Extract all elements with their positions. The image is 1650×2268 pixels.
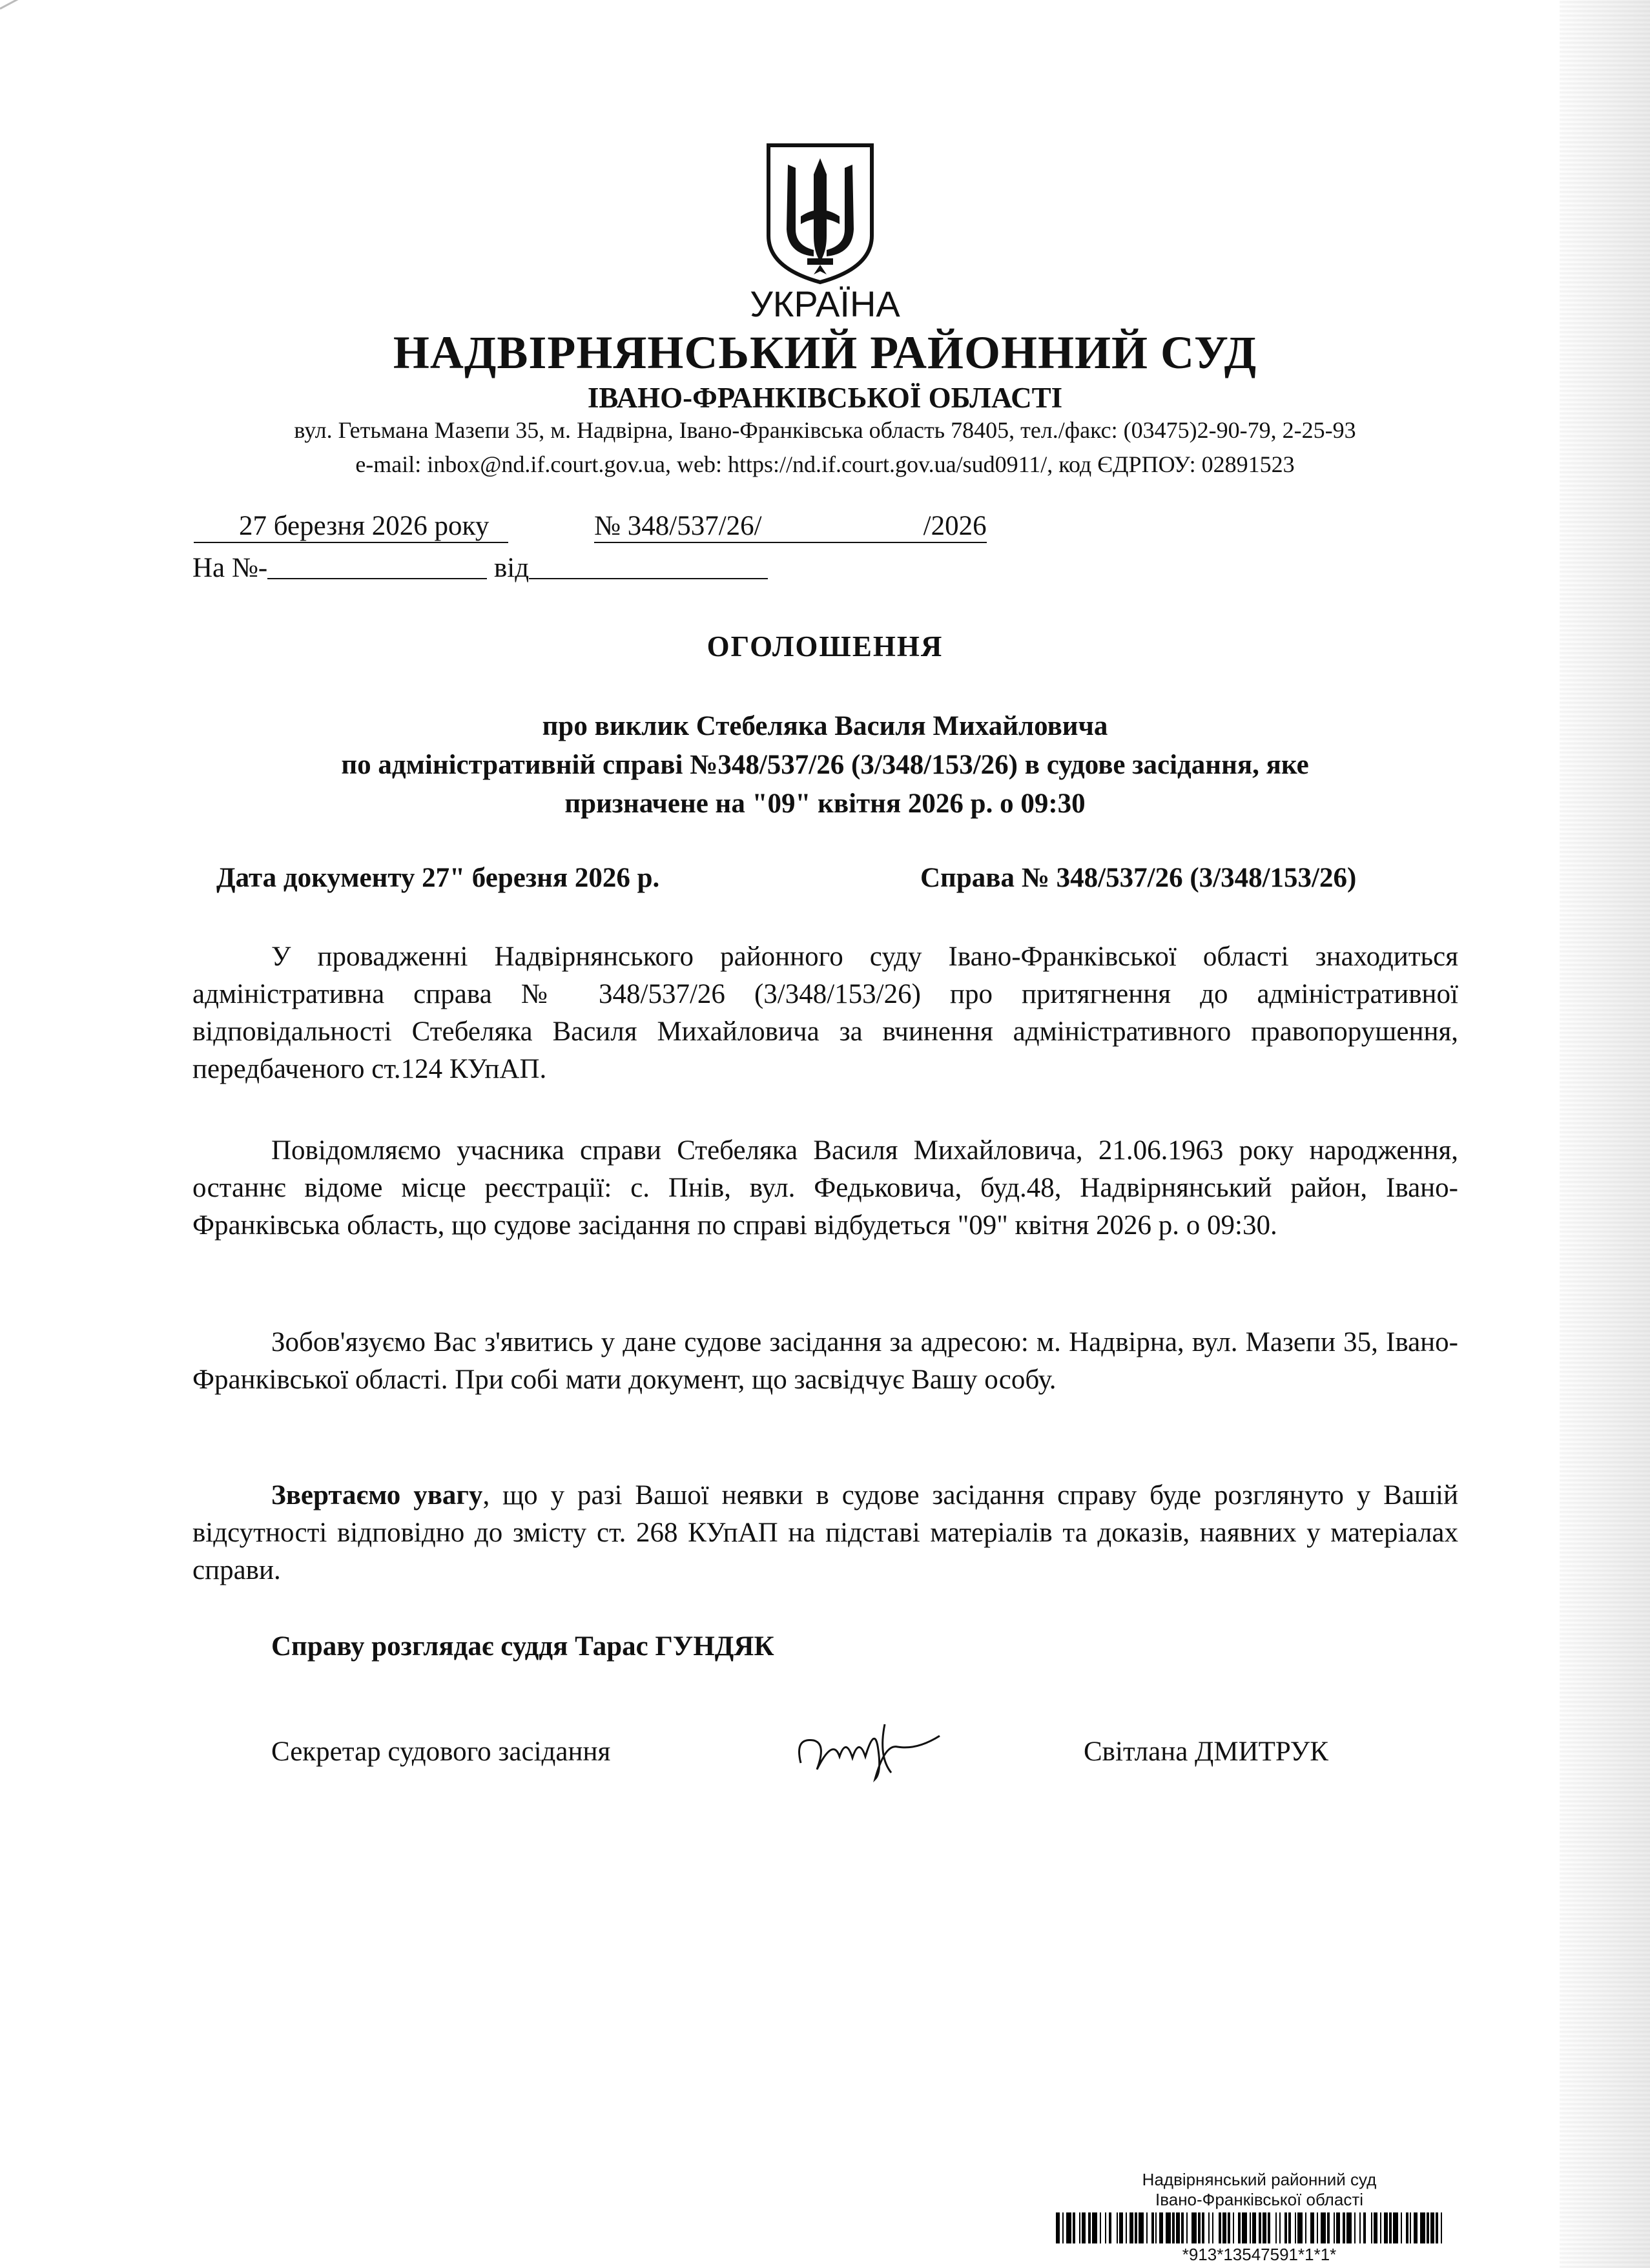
reply-label: На №-	[192, 553, 268, 583]
barcode-bar	[1321, 2212, 1326, 2243]
reply-reference-line	[192, 552, 768, 584]
barcode-bar	[1213, 2212, 1219, 2243]
secretary-name: Світлана ДМИТРУК	[1084, 1737, 1328, 1767]
document-subtitle-2: по адміністративній справі №348/537/26 (3/348/153/26) в судове засідання, яке	[341, 750, 1309, 780]
barcode-bar	[1191, 2212, 1197, 2243]
barcode-bar	[1270, 2212, 1275, 2243]
paragraph-warning: Звертаємо увагу, що у разі Вашої неявки в судове засідання справу буде розглянуто у Вашій відсутності відповідно до змісту ст. 268 КУпАП на підставі матеріалів та доказів, наявних у матеріалах справи.	[192, 1480, 1458, 1585]
document-subtitle-1: про виклик Стебеляка Василя Михайловича	[542, 711, 1108, 741]
reference-number: № 348/537/26/ /2026	[594, 510, 987, 543]
from-date-blank	[529, 552, 768, 579]
barcode-bar	[1393, 2212, 1398, 2243]
barcode-image	[1056, 2212, 1456, 2243]
reply-number-blank	[267, 552, 487, 579]
barcode-bar	[1366, 2212, 1371, 2243]
from-label: від	[493, 553, 530, 583]
coat-of-arms-icon	[762, 139, 878, 287]
barcode-bar	[1166, 2212, 1171, 2243]
barcode-bar	[1442, 2212, 1446, 2243]
court-address: вул. Гетьмана Мазепи 35, м. Надвірна, Івано-Франківська область 78405, тел./факс: (03475)2-90-79, 2-25-93	[294, 417, 1356, 443]
barcode-bar	[1297, 2212, 1303, 2243]
barcode-bar	[1092, 2212, 1097, 2243]
court-contacts: e-mail: inbox@nd.if.court.gov.ua, web: https://nd.if.court.gov.ua/sud0911/, код ЄДРПОУ: 02891523	[355, 451, 1295, 477]
paragraph-proceedings: У провадженні Надвірнянського районного суду Івано-Франківської області знаходиться адміністративна справа № 348/537/26 (3/348/153/26) про притягнення до адміністративної відповідальності Стебеляка Василя Михайловича за вчинення адміністративного правопорушення, передбаченого ст.124 КУпАП.	[192, 942, 1458, 1084]
barcode-block	[1049, 2170, 1469, 2265]
paragraph-notification: Повідомляємо учасника справи Стебеляка Василя Михайловича, 21.06.1963 року народження, останнє відоме місце реєстрації: с. Пнів, вул. Федьковича, буд.48, Надвірнянський район, Івано-Франківська область, що судове засідання по справі відбудеться "09" квітня 2026 р. о 09:30.	[192, 1135, 1458, 1241]
reference-number-line	[594, 510, 987, 543]
case-reference: Справа № 348/537/26 (3/348/153/26)	[920, 863, 1357, 893]
barcode-number: *913*13547591*1*1*	[1182, 2245, 1337, 2264]
barcode-court-line-2: Івано-Франківської області	[1155, 2190, 1364, 2209]
document-date: Дата документу 27" березня 2026 р.	[216, 863, 660, 893]
secretary-title: Секретар судового засідання	[271, 1737, 611, 1767]
warning-emphasis: Звертаємо увагу	[271, 1480, 483, 1510]
document-title: ОГОЛОШЕННЯ	[706, 630, 944, 663]
barcode-bar	[1346, 2212, 1352, 2243]
country-name: УКРАЇНА	[750, 284, 900, 324]
barcode-bar	[1111, 2212, 1117, 2243]
barcode-court-line-1: Надвірнянський районний суд	[1142, 2170, 1377, 2189]
reference-date-line	[194, 510, 508, 543]
reference-date: 27 березня 2026 року	[194, 510, 508, 543]
barcode-bar	[1066, 2212, 1071, 2243]
scan-corner-mark	[0, 0, 63, 10]
barcode-bar	[1420, 2212, 1425, 2243]
judge-line: Справу розглядає суддя Тарас ГУНДЯК	[271, 1631, 774, 1662]
court-name: НАДВІРНЯНСЬКИЙ РАЙОННИЙ СУД	[393, 327, 1257, 378]
handwritten-signature	[788, 1711, 943, 1789]
document-subtitle-3: призначене на "09" квітня 2026 р. о 09:30	[564, 789, 1086, 819]
barcode-bar	[1139, 2212, 1144, 2243]
barcode-bar	[1242, 2212, 1247, 2243]
court-region: ІВАНО-ФРАНКІВСЬКОЇ ОБЛАСТІ	[587, 382, 1063, 414]
paragraph-summons: Зобов'язуємо Вас з'явитись у дане судове засідання за адресою: м. Надвірна, вул. Мазепи 35, Івано-Франківської області. При собі мати документ, що засвідчує Вашу особу.	[192, 1327, 1458, 1395]
